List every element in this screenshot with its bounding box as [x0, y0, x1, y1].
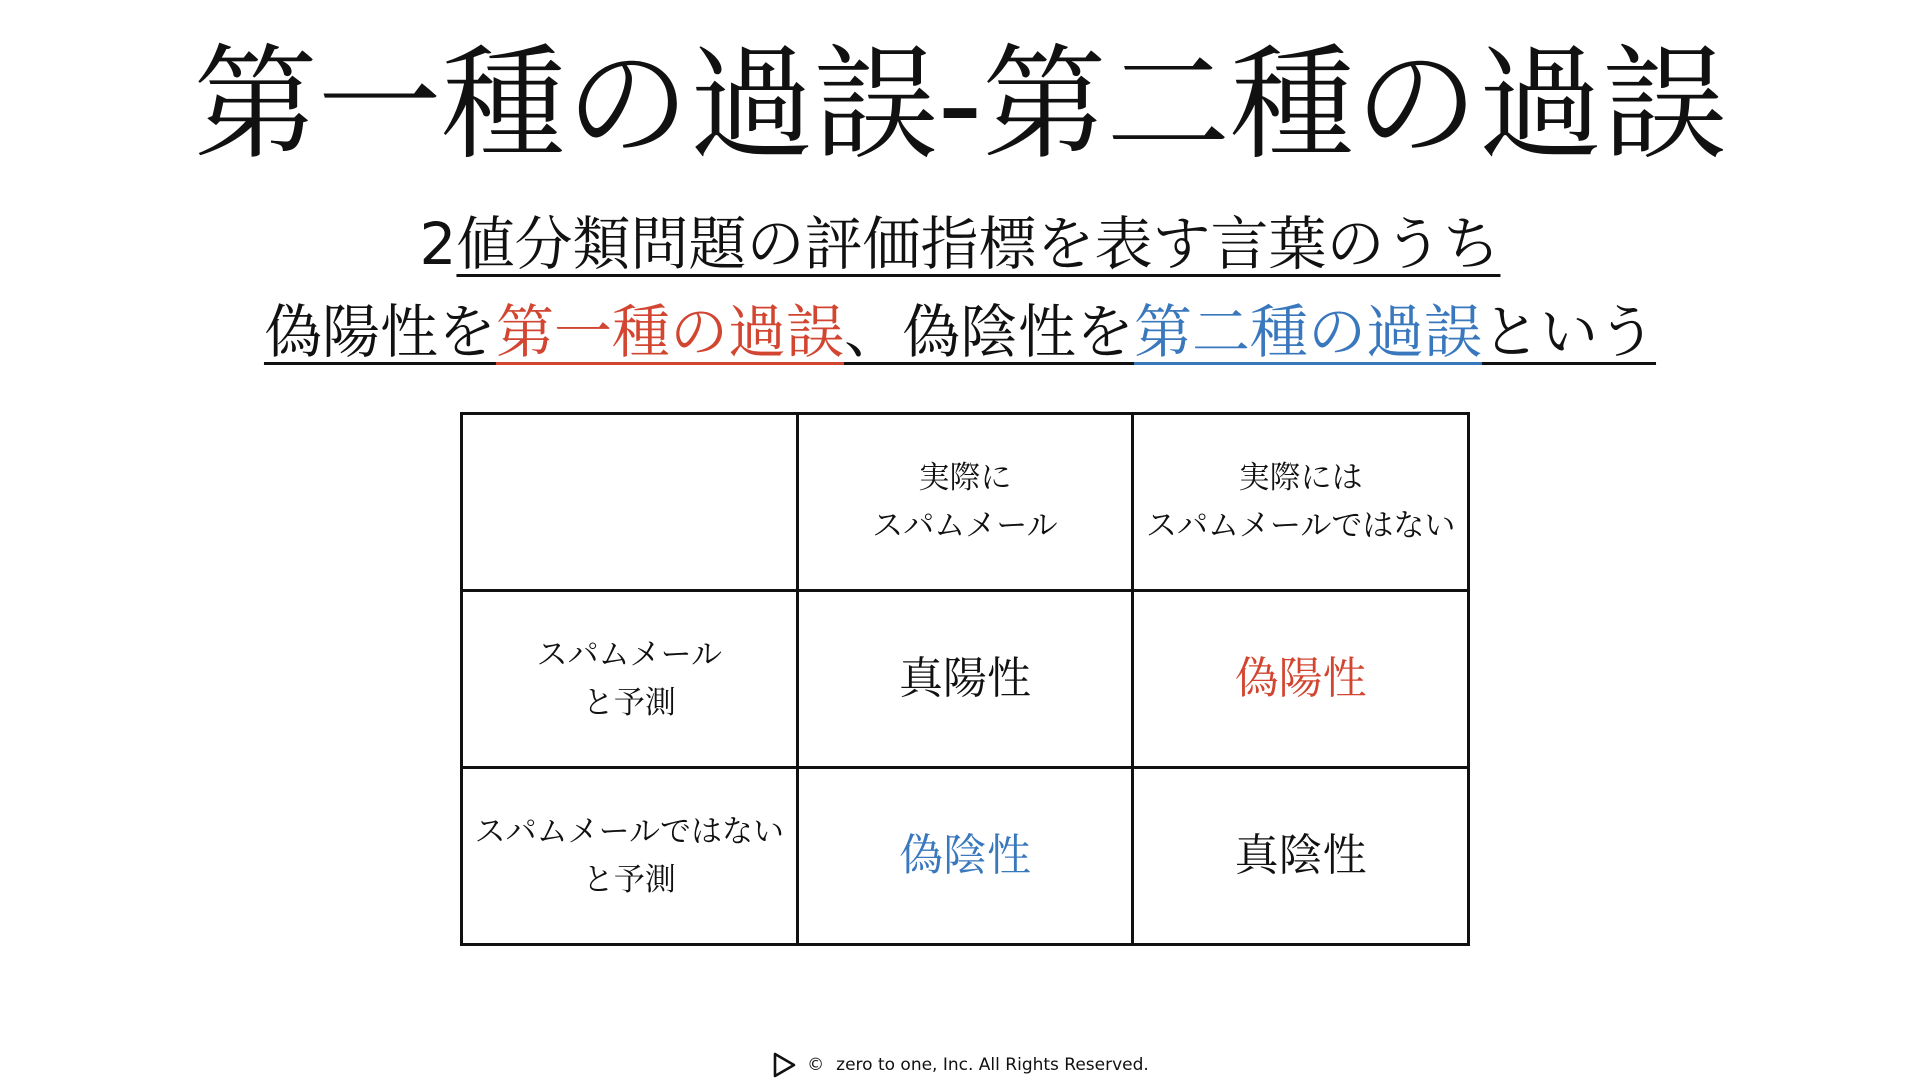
header-actual-not-spam-line2: スパムメールではない — [1145, 508, 1456, 544]
copyright-symbol: © — [807, 1055, 825, 1075]
subtitle-prefix: 2 — [419, 210, 457, 278]
matrix-header-actual-not-spam — [1133, 414, 1469, 591]
row1-label-line1: スパムメール — [536, 637, 723, 673]
header-actual-not-spam-line1: 実際には — [1238, 460, 1363, 496]
row-label-predicted-spam — [462, 591, 798, 768]
subtitle-line-2 — [0, 294, 1920, 370]
true-positive-text: 真陽性 — [898, 653, 1031, 704]
false-positive-text: 偽陽性 — [1234, 653, 1367, 704]
true-negative-cell — [1133, 768, 1469, 945]
matrix-header-actual-spam — [797, 414, 1133, 591]
false-negative-text: 偽陰性 — [898, 830, 1031, 881]
header-actual-spam-line1: 実際に — [918, 460, 1012, 496]
copyright-text: zero to one, Inc. All Rights Reserved. — [836, 1055, 1149, 1075]
matrix-header-row — [462, 414, 1469, 591]
row1-label-line2: と予測 — [582, 685, 676, 721]
header-actual-spam-line2: スパムメール — [872, 508, 1058, 544]
slide-title: 第一種の過誤-第二種の過誤 — [193, 33, 1727, 177]
play-triangle-logo-icon — [771, 1052, 797, 1078]
false-positive-cell — [1133, 591, 1469, 768]
row2-label-line2: と予測 — [582, 862, 676, 898]
subtitle-line2-part5: という — [1482, 298, 1657, 366]
subtitle-line2-part1: 偽陽性を — [263, 298, 496, 366]
matrix-corner-cell — [462, 414, 798, 591]
type-one-error-label: 第一種の過誤 — [495, 298, 844, 366]
true-positive-cell — [797, 591, 1133, 768]
confusion-matrix — [460, 412, 1470, 946]
subtitle-line-1 — [0, 206, 1920, 282]
footer — [0, 1050, 1920, 1080]
matrix-row-predicted-spam — [462, 591, 1469, 768]
false-negative-cell — [797, 768, 1133, 945]
row-label-predicted-not-spam — [462, 768, 798, 945]
row2-label-line1: スパムメールではない — [474, 814, 785, 850]
subtitle-underlined-text: 値分類問題の評価指標を表す言葉のうち — [456, 210, 1501, 278]
subtitle-line2-part3: 、偽陰性を — [843, 298, 1134, 366]
true-negative-text: 真陰性 — [1234, 830, 1367, 881]
type-two-error-label: 第二種の過誤 — [1134, 298, 1483, 366]
matrix-row-predicted-not-spam — [462, 768, 1469, 945]
